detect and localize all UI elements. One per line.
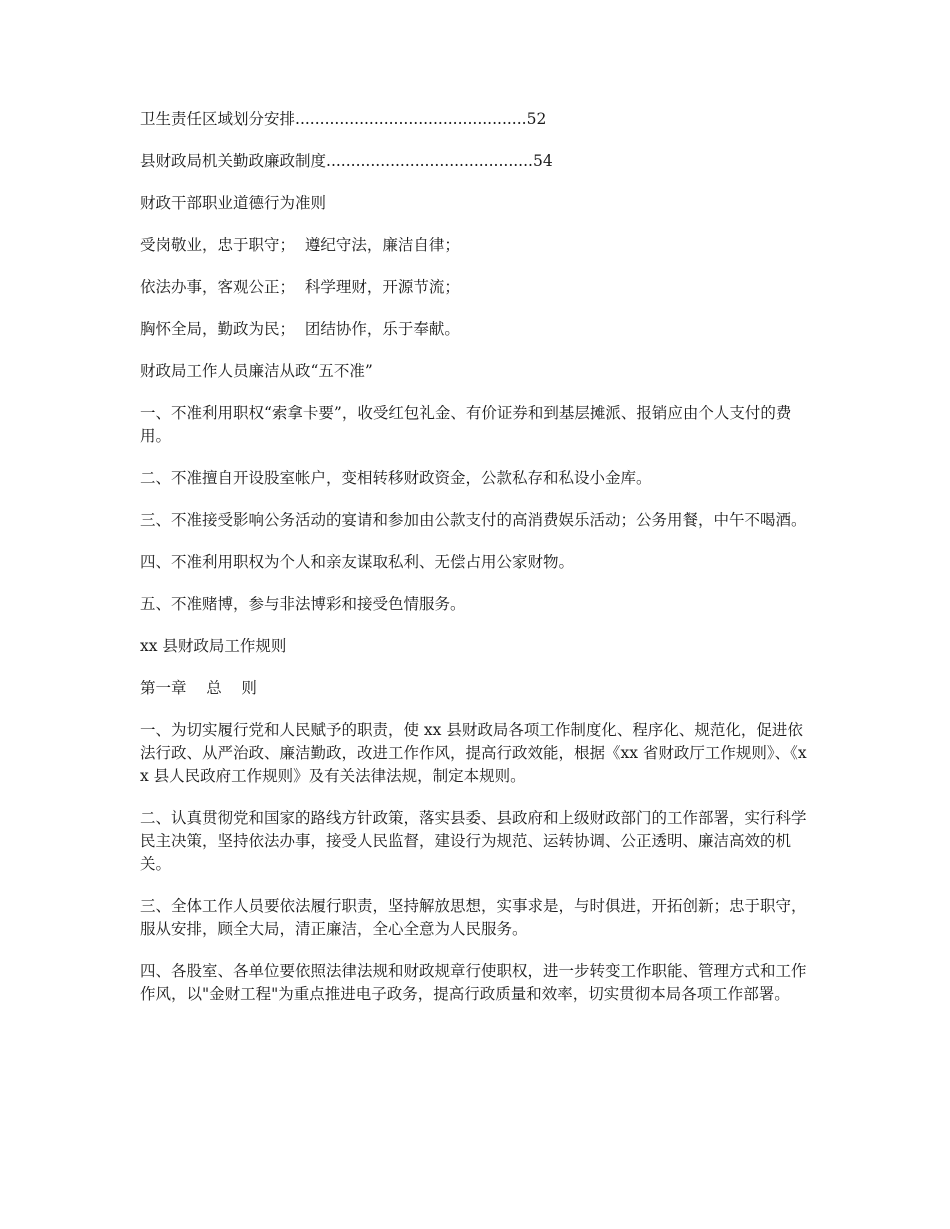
rules-article: 二、认真贯彻党和国家的路线方针政策，落实县委、县政府和上级财政部门的工作部署，实行科学民主决策，坚持依法办事，接受人民监督，建设行为规范、运转协调、公正透明、廉洁高效的机关。 [140,809,807,873]
toc-title: 县财政局机关勤政廉政制度 [140,152,327,170]
document-page [140,108,812,1025]
five-rules-item: 二、不准擅自开设股室帐户，变相转移财政资金，公款私存和私设小金库。 [140,469,652,487]
five-rules-item: 五、不准赌博，参与非法博彩和接受色情服务。 [140,595,466,613]
ethics-line: 胸怀全局，勤政为民； 团结协作，乐于奉献。 [140,320,460,338]
toc-title: 卫生责任区域划分安排 [140,110,296,128]
toc-page-number: 52 [526,110,547,128]
rules-article: 四、各股室、各单位要依照法律法规和财政规章行使职权，进一步转变工作职能、管理方式和工作作风，以"金财工程"为重点推进电子政务，提高行政质量和效率，切实贯彻本局各项工作部署。 [140,962,807,1003]
ethics-line: 受岗敬业，忠于职守； 遵纪守法，廉洁自律； [140,236,460,254]
chapter-heading: 第一章 总 则 [140,679,257,697]
rules-article: 三、全体工作人员要依法履行职责，坚持解放思想，实事求是，与时俱进，开拓创新；忠于职守，服从安排，顾全大局，清正廉洁，全心全意为人民服务。 [140,897,807,938]
five-rules-item: 四、不准利用职权为个人和亲友谋取私利、无偿占用公家财物。 [140,553,575,571]
toc-entry [140,108,812,131]
ethics-heading: 财政干部职业道德行为准则 [140,194,327,212]
five-rules-item: 一、不准利用职权“索拿卡要”，收受红包礼金、有价证券和到基层摊派、报销应由个人支付的费用。 [140,404,792,445]
toc-page-number: 54 [532,152,553,170]
rules-doc-title: xx 县财政局工作规则 [140,637,287,655]
rules-article: 一、为切实履行党和人民赋予的职责，使 xx 县财政局各项工作制度化、程序化、规范化，促进依法行政、从严治政、廉洁勤政，改进工作作风，提高行政效能，根据《xx 省财政厅工作规则》、《xx 县人民政府工作规则》及有关法律法规，制定本规则。 [140,721,807,785]
toc-leader-dots: ............................................... [295,110,527,128]
ethics-line: 依法办事，客观公正； 科学理财，开源节流； [140,278,460,296]
five-rules-item: 三、不准接受影响公务活动的宴请和参加由公款支付的高消费娱乐活动；公务用餐，中午不喝酒。 [140,511,807,529]
toc-leader-dots: .......................................... [326,152,533,170]
five-rules-heading: 财政局工作人员廉洁从政“五不准” [140,362,373,380]
toc-entry [140,150,812,173]
